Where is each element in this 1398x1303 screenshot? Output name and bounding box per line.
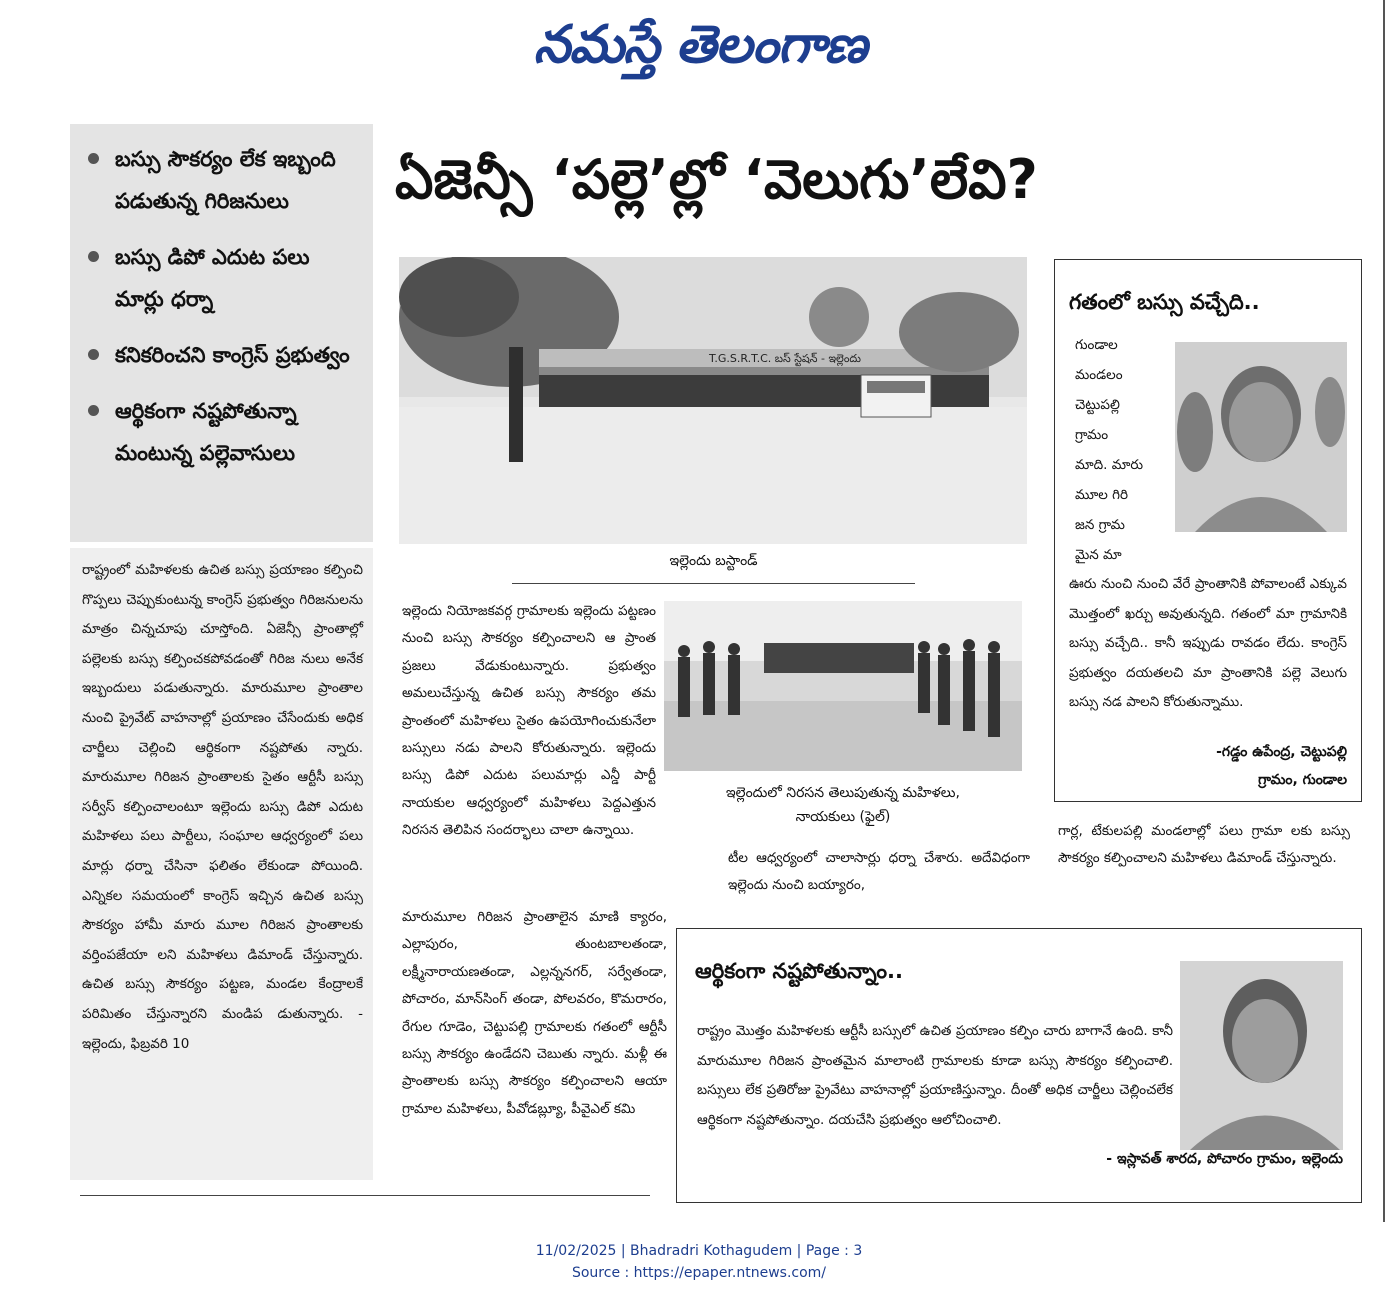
protest-caption: ఇల్లెందులో నిరసన తెలుపుతున్న మహిళలు, నాయకులు (ఫైల్) <box>726 785 960 825</box>
bullet-dot-icon <box>88 405 99 416</box>
middle-column-text-continued: మారుమూల గిరిజన ప్రాంతాలైన మాణి క్యారం, ఎల్లాపురం, తుంటబాలతండా, లక్ష్మీనారాయణతండా, ఎల్లన్ననగర్, సర్వేతండా, పోచారం, మాన్‌సింగ్ తండా, పోలవరం, కొమరారం, రేగుల గూడెం, చెట్టుపల్లి గ్రామాలకు గతంలో ఆర్టీసీ బస్సు సౌకర్యం ఉండేదని చెబుతు న్నారు. మళ్లీ ఈ ప్రాంతాలకు బస్సు సౌకర్యం కల్పించాలని ఆయా గ్రామాల మహిళలు, పీవోడబ్ల్యూ, పీవైఎల్ కమి <box>402 909 667 1117</box>
highlight-item: బస్సు డిపో ఎదుట పలు మార్లు ధర్నా <box>86 236 365 320</box>
column-three-text: టీల ఆధ్వర్యంలో చాలాసార్లు ధర్నా చేశారు. అదేవిధంగా ఇల్లెందు నుంచి బయ్యారం, <box>728 850 1030 894</box>
quote-wide-text: ఊరు నుంచి నుంచి వేరే ప్రాంతానికి పోవాలంటే ఎక్కువ మొత్తంలో ఖర్చు అవుతున్నది. గతంలో మా గ్రామానికి బస్సు వచ్చేది.. కానీ ఇప్పుడు రావడం లేదు. కాంగ్రెస్ ప్రభుత్వం దయతలచి మా ప్రాంతానికి పల్లె వెలుగు బస్సు నడ పాలని కోరుతున్నాము. <box>1069 576 1347 710</box>
quote-box-title: గతంలో బస్సు వచ్చేది.. <box>1069 290 1260 314</box>
bullet-dot-icon <box>88 153 99 164</box>
highlight-item: బస్సు సౌకర్యం లేక ఇబ్బంది పడుతున్న గిరిజనులు <box>86 138 365 222</box>
quote-signature: - ఇస్లావత్ శారద, పోచారం గ్రామం, ఇల్లెందు <box>1106 1151 1343 1167</box>
bullet-dot-icon <box>88 251 99 262</box>
quote-box-title: ఆర్థికంగా నష్టపోతున్నాం.. <box>695 959 903 983</box>
newspaper-masthead: నమస్తే తెలంగాణ <box>533 15 867 75</box>
bus-stand-photo <box>399 257 1027 544</box>
left-column-text: రాష్ట్రంలో మహిళలకు ఉచిత బస్సు ప్రయాణం కల్పించి గొప్పలు చెప్పుకుంటున్న కాంగ్రెస్ ప్రభుత్వం గిరిజనులను మాత్రం చిన్నచూపు చూస్తోంది. ఏజెన్సీ ప్రాంతాల్లో పల్లెలకు బస్సు కల్పించకపోవడంతో గిరిజ నులు అనేక ఇబ్బందులు పడుతున్నారు. మారుమూల ప్రాంతాల నుంచి ప్రైవేట్ వాహనాల్లో ప్రయాణం చేసేందుకు అధిక చార్జీలు చెల్లించి ఆర్థికంగా నష్టపోతు న్నారు. మారుమూల గిరిజన ప్రాంతాలకు సైతం ఆర్టీసీ బస్సు సర్వీస్ కల్పించాలంటూ ఇల్లెందు బస్సు డిపో ఎదుట మహిళలు పలు పార్టీలు, సంఘాల ఆధ్వర్యంలో పలు మార్లు ధర్నా చేసినా ఫలితం లేకుండా పోయింది. ఎన్నికల సమయంలో కాంగ్రెస్ ఇచ్చిన ఉచిత బస్సు సౌకర్యం హామీ మారు మూల గిరిజన ప్రాంతాలకు వర్తింపజేయా లని మహిళలు డిమాండ్ చేస్తున్నారు. ఉచిత బస్సు సౌకర్యం పట్టణ, మండల కేంద్రాలకే పరిమితం చేస్తున్నారని మండిప డుతున్నారు. - ఇల్లెందు, ఫిబ్రవరి 10 <box>70 548 373 1180</box>
highlights-box <box>70 124 373 542</box>
quote-signature: -గడ్డం ఉపేంద్ర, చెట్టుపల్లి గ్రామం, గుండాల <box>1216 744 1347 788</box>
protest-photo <box>664 601 1022 771</box>
article-headline: ఏజెన్సీ ‘పల్లె’ల్లో ‘వెలుగు’లేవి? <box>395 148 1038 211</box>
sharada-portrait <box>1180 961 1343 1150</box>
quote-text: రాష్ట్రం మొత్తం మహిళలకు ఆర్టీసీ బస్సులో ఉచిత ప్రయాణం కల్పిం చారు బాగానే ఉంది. కానీ మారుమూల గిరిజన ప్రాంతమైన మాలాంటి గ్రామాలకు కూడా బస్సు సౌకర్యం కల్పించాలి. బస్సులు లేక ప్రతిరోజు ప్రైవేటు వాహనాల్లో ప్రయాణిస్తున్నాం. దీంతో అధిక చార్జీలు చెల్లించలేక ఆర్థికంగా నష్టపోతున్నాం. దయచేసి ప్రభుత్వం ఆలోచించాలి. <box>697 1023 1173 1128</box>
footer-date-line: 11/02/2025 | Bhadradri Kothagudem | Page : 3 <box>535 1243 863 1259</box>
quote-box-sharada <box>676 928 1362 1203</box>
page-edge-line <box>1383 0 1385 1222</box>
caption-divider <box>512 583 915 584</box>
bus-stand-caption: ఇల్లెందు బస్టాండ్ <box>669 553 758 569</box>
bus-stand-sign: T.G.S.R.T.C. బస్ స్టేషన్ - ఇల్లెందు <box>709 352 861 365</box>
upendra-portrait <box>1175 342 1347 532</box>
footer-source-link[interactable]: Source : https://epaper.ntnews.com/ <box>571 1265 827 1281</box>
quote-box-upendra <box>1054 259 1362 802</box>
middle-column-text: ఇల్లెందు నియోజకవర్గ గ్రామాలకు ఇల్లెందు పట్టణం నుంచి బస్సు సౌకర్యం కల్పించాలని ఆ ప్రాంత ప్రజలు వేడుకుంటున్నారు. ప్రభుత్వం అమలుచేస్తున్న ఉచిత బస్సు సౌకర్యం తమ ప్రాంతంలో మహిళలు సైతం ఉపయోగించుకునేలా బస్సులు నడు పాలని కోరుతున్నారు. ఇల్లెందు బస్సు డిపో ఎదుట పలుమార్లు ఎన్డీ పార్టీ నాయకుల ఆధ్వర్యంలో మహిళలు పెద్దఎత్తున నిరసన తెలిపిన సందర్భాలు చాలా ఉన్నాయి. <box>402 603 656 839</box>
column-four-text: గార్ల, టేకులపల్లి మండలాల్లో పలు గ్రామా లకు బస్సు సౌకర్యం కల్పించాలని మహిళలు డిమాండ్ చేస్తున్నారు. <box>1058 823 1350 867</box>
quote-narrow-text: గుండాల మండలం చెట్టుపల్లి గ్రామం మాది. మారు మూల గిరి జన గ్రామ మైన మా <box>1075 337 1144 563</box>
page-footer <box>0 1240 1398 1284</box>
highlight-item: కనికరించని కాంగ్రెస్ ప్రభుత్వం <box>86 334 365 376</box>
bottom-divider <box>80 1195 650 1196</box>
bullet-dot-icon <box>88 349 99 360</box>
highlight-item: ఆర్థికంగా నష్టపోతున్నా మంటున్న పల్లెవాసులు <box>86 390 365 474</box>
